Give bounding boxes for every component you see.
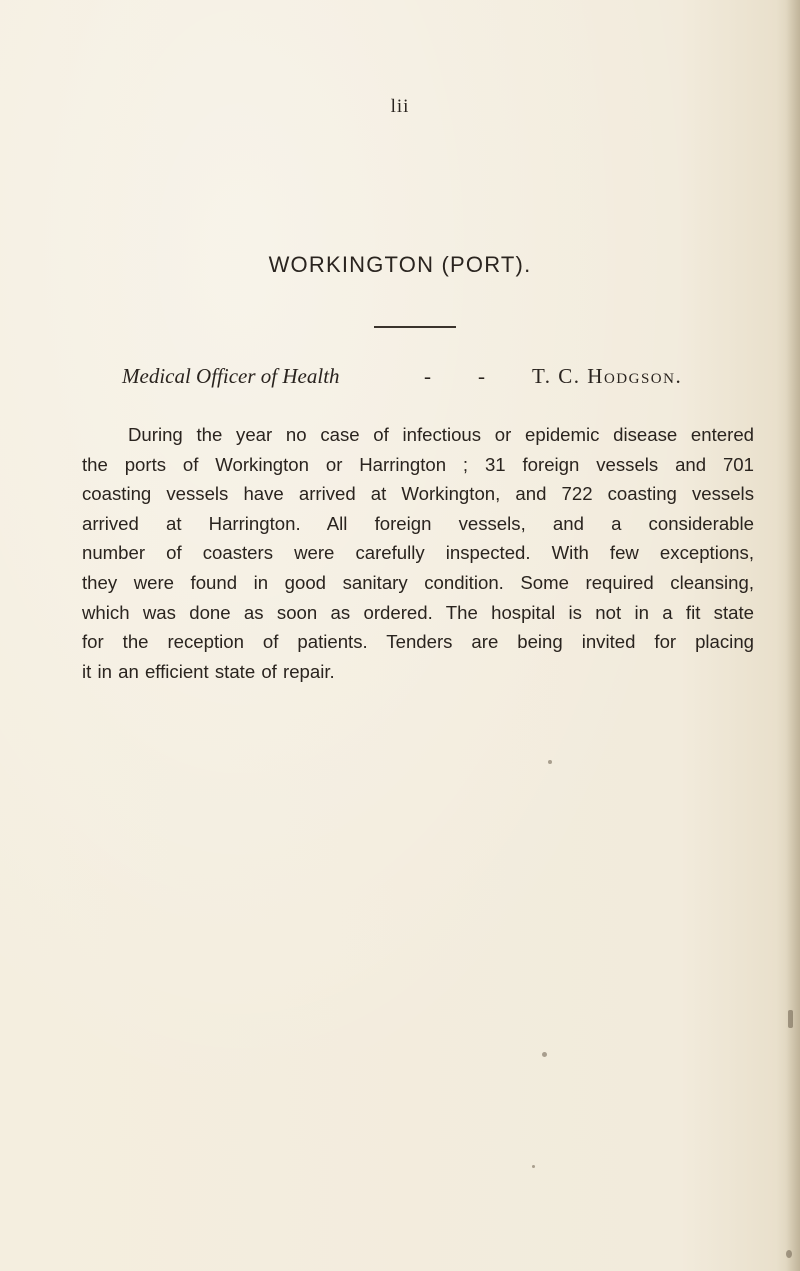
title-divider	[374, 326, 456, 328]
paragraph-line: for the reception of patients. Tenders are being invited for placing	[82, 631, 754, 653]
officer-dash-1: -	[424, 364, 431, 388]
paragraph-line: arrived at Harrington. All foreign vessels, and a considerable	[82, 512, 754, 534]
paragraph-line: they were found in good sanitary condition. Some required cleansing,	[82, 571, 754, 593]
paragraph-line: coasting vessels have arrived at Workington, and 722 coasting vessels	[82, 483, 754, 505]
officer-role: Medical Officer of Health	[122, 364, 340, 388]
paper-speck	[532, 1165, 535, 1168]
paper-speck	[548, 760, 552, 764]
officer-initials: T. C.	[532, 364, 581, 388]
report-paragraph	[82, 420, 754, 686]
paper-speck	[788, 1010, 793, 1028]
paper-speck	[786, 1250, 792, 1258]
paragraph-line: During the year no case of infectious or epidemic disease entered	[128, 424, 754, 445]
paragraph-line: the ports of Workington or Harrington ; 31 foreign vessels and 701	[82, 453, 754, 475]
section-title: WORKINGTON (PORT).	[268, 252, 532, 277]
page-number: lii	[390, 96, 410, 117]
page-edge-shadow	[786, 0, 800, 1271]
officer-surname: Hodgson.	[587, 364, 683, 388]
paper-speck	[542, 1052, 547, 1057]
officer-name	[532, 364, 682, 389]
officer-line	[122, 364, 762, 394]
paragraph-line: it in an efficient state of repair.	[82, 660, 335, 682]
paragraph-line: number of coasters were carefully inspected. With few exceptions,	[82, 542, 754, 564]
officer-dash-2: -	[478, 364, 485, 388]
paragraph-line: which was done as soon as ordered. The hospital is not in a fit state	[82, 601, 754, 623]
